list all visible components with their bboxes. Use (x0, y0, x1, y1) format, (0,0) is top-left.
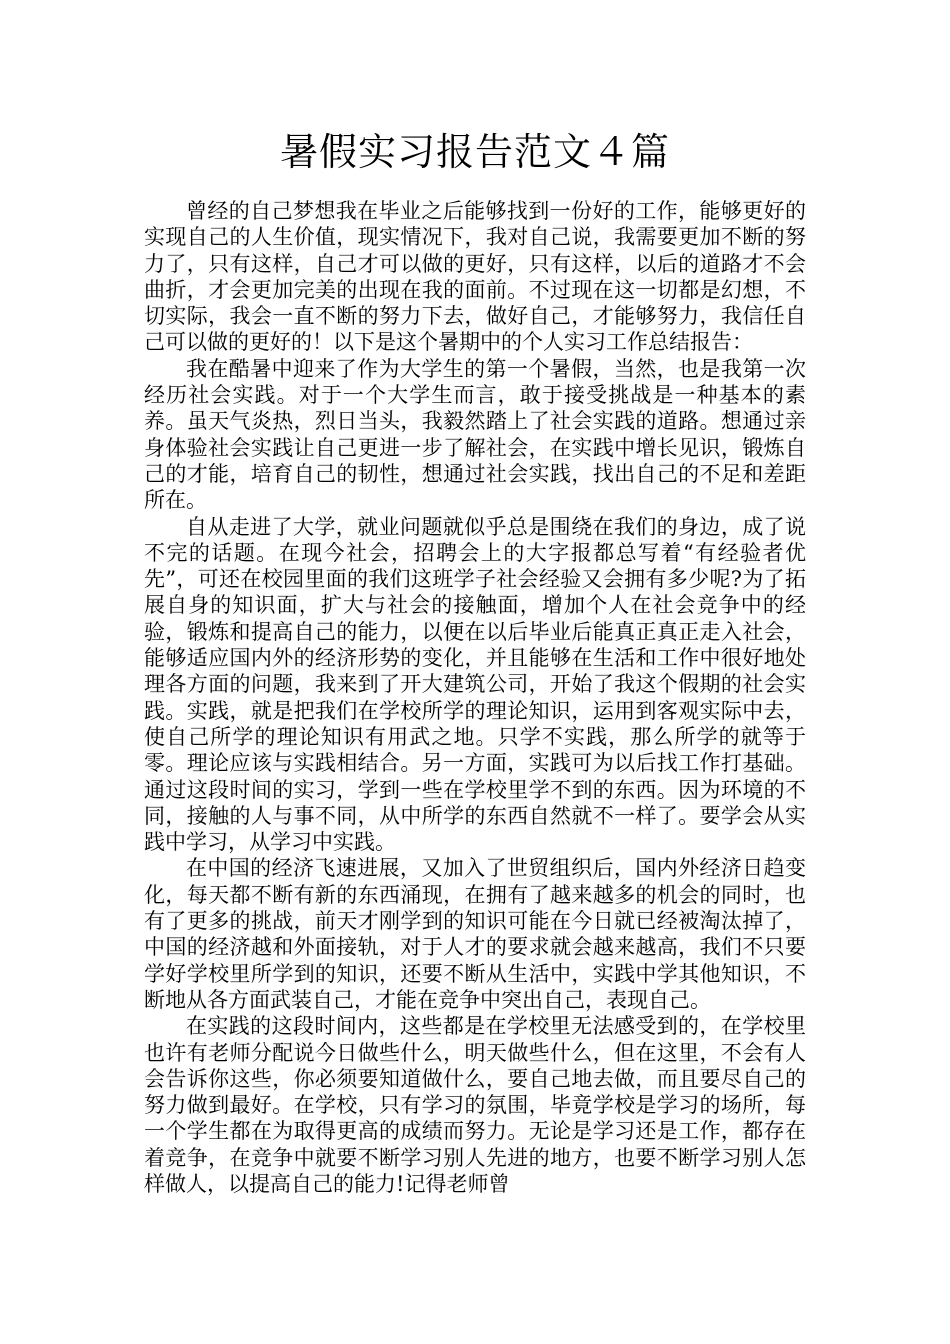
document-body (144, 198, 806, 1197)
paragraph: 曾经的自己梦想我在毕业之后能够找到一份好的工作，能够更好的实现自己的人生价值，现实情况下，我对自己说，我需要更加不断的努力了，只有这样，自己才可以做的更好，只有这样，以后的道路才不会曲折，才会更加完美的出现在我的面前。不过现在这一切都是幻想，不切实际，我会一直不断的努力下去，做好自己，才能够努力，我信任自己可以做的更好的！以下是这个暑期中的个人实习工作总结报告： (144, 199, 806, 355)
paragraph: 在实践的这段时间内，这些都是在学校里无法感受到的，在学校里也许有老师分配说今日做些什么，明天做些什么，但在这里，不会有人会告诉你这些，你必须要知道做什么，要自己地去做，而且要尽自己的努力做到最好。在学校，只有学习的氛围，毕竟学校是学习的场所，每一个学生都在为取得更高的成绩而努力。无论是学习还是工作，都存在着竞争，在竞争中就要不断学习别人先进的地方，也要不断学习别人怎样做人，以提高自己的能力!记得老师曾 (144, 1014, 806, 1196)
document-title: 暑假实习报告范文４篇 (279, 130, 670, 174)
paragraph: 我在酷暑中迎来了作为大学生的第一个暑假，当然，也是我第一次经历社会实践。对于一个大学生而言，敢于接受挑战是一种基本的素养。虽天气炎热，烈日当头，我毅然踏上了社会实践的道路。想通过亲身体验社会实践让自己更进一步了解社会，在实践中增长见识，锻炼自己的才能，培育自己的韧性，想通过社会实践，找出自己的不足和差距所在。 (144, 356, 806, 513)
paragraph: 自从走进了大学，就业问题就似乎总是围绕在我们的身边，成了说不完的话题。在现今社会，招聘会上的大字报都总写着“有经验者优先”，可还在校园里面的我们这班学子社会经验又会拥有多少呢?为了拓展自身的知识面，扩大与社会的接触面，增加个人在社会竞争中的经验，锻炼和提高自己的能力，以便在以后毕业后能真正真正走入社会，能够适应国内外的经济形势的变化，并且能够在生活和工作中很好地处理各方面的问题，我来到了开大建筑公司，开始了我这个假期的社会实践。实践，就是把我们在学校所学的理论知识，运用到客观实际中去，使自己所学的理论知识有用武之地。只学不实践，那么所学的就等于零。理论应该与实践相结合。另一方面，实践可为以后找工作打基础。通过这段时间的实习，学到一些在学校里学不到的东西。因为环境的不同，接触的人与事不同，从中所学的东西自然就不一样了。要学会从实践中学习，从学习中实践。 (144, 514, 806, 855)
paragraph: 在中国的经济飞速进展，又加入了世贸组织后，国内外经济日趋变化，每天都不断有新的东西涌现，在拥有了越来越多的机会的同时，也有了更多的挑战，前天才刚学到的知识可能在今日就已经被淘汰掉了，中国的经济越和外面接轨，对于人才的要求就会越来越高，我们不只要学好学校里所学到的知识，还要不断从生活中，实践中学其他知识，不断地从各方面武装自己，才能在竞争中突出自己，表现自己。 (144, 856, 806, 1012)
